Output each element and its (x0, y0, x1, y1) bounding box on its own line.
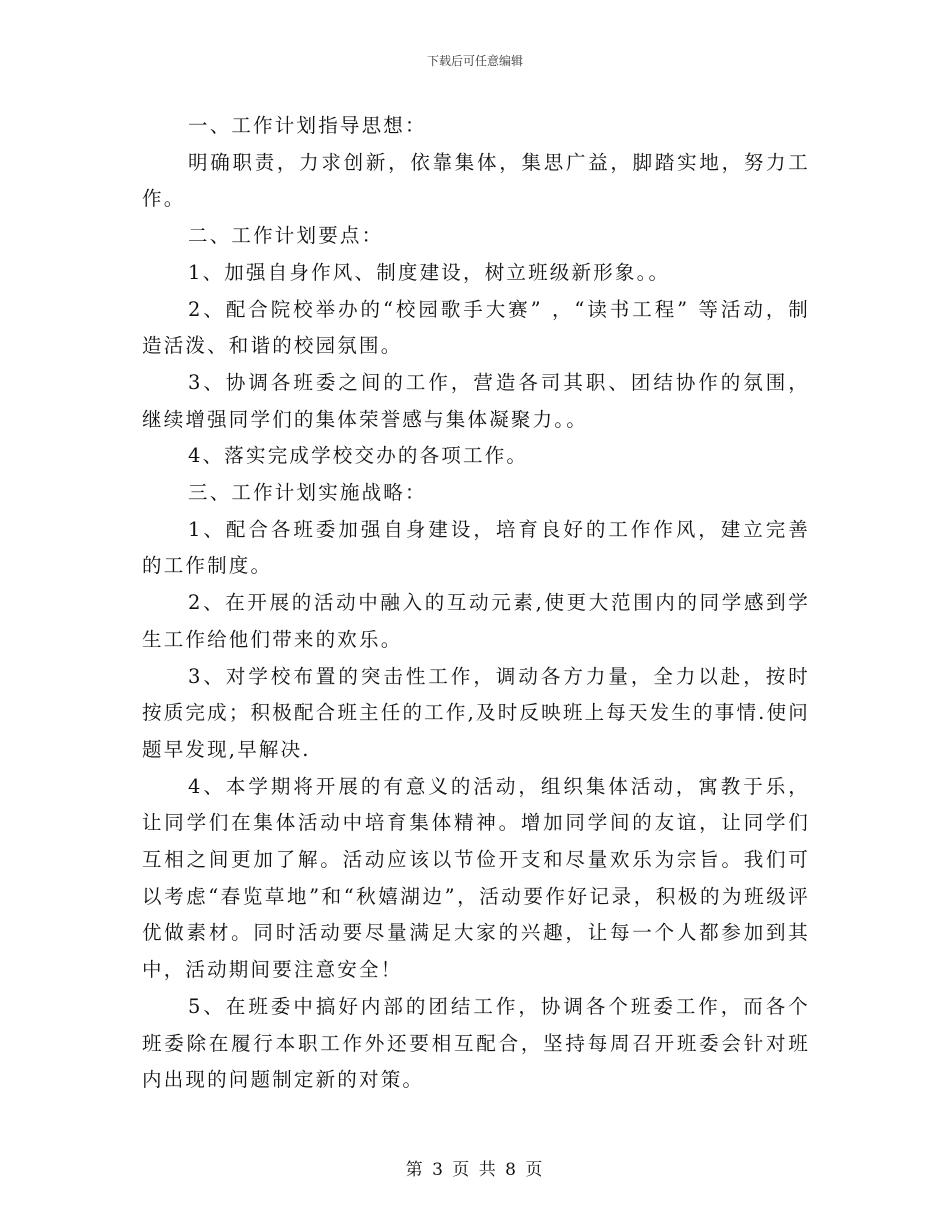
key-point-3: 3、协调各班委之间的工作，营造各司其职、团结协作的氛围，继续增强同学们的集体荣誉感与集体凝聚力。。 (142, 370, 810, 431)
page-number-footer: 第 3 页 共 8 页 (405, 1160, 545, 1180)
key-point-1: 1、加强自身作风、制度建设，树立班级新形象。。 (188, 260, 671, 284)
strategy-2: 2、在开展的活动中融入的互动元素,使更大范围内的同学感到学生工作给他们带来的欢乐。 (142, 591, 810, 651)
key-point-4: 4、落实完成学校交办的各项工作。 (188, 444, 529, 468)
strategy-1: 1、配合各班委加强自身建设，培育良好的工作作风，建立完善的工作制度。 (142, 517, 810, 578)
section-heading-guiding-ideology: 一、工作计划指导思想： (188, 114, 427, 137)
document-body (142, 108, 810, 1099)
page-header: 下载后可任意编辑 (426, 54, 523, 68)
key-point-2: 2、配合院校举办的“校园歌手大赛” ，“读书工程” 等活动，制造活泼、和谐的校园氛围。 (142, 297, 810, 358)
strategy-4: 4、本学期将开展的有意义的活动，组织集体活动，寓教于乐，让同学们在集体活动中培育集体精神。增加同学间的友谊，让同学们互相之间更加了解。活动应该以节俭开支和尽量欢乐为宗旨。我们可以考虑“春览草地”和“秋嬉湖边”，活动要作好记录，积极的为班级评优做素材。同时活动要尽量满足大家的兴趣，让每一个人都参加到其中，活动期间要注意安全！ (142, 774, 810, 982)
strategy-3: 3、对学校布置的突击性工作，调动各方力量，全力以赴，按时按质完成；积极配合班主任的工作,及时反映班上每天发生的事情.使问题早发现,早解决. (142, 664, 810, 761)
section-heading-strategy: 三、工作计划实施战略： (188, 481, 427, 505)
strategy-5: 5、在班委中搞好内部的团结工作，协调各个班委工作，而各个班委除在履行本职工作外还要相互配合，坚持每周召开班委会针对班内出现的问题制定新的对策。 (142, 994, 810, 1092)
paragraph-guiding-ideology: 明确职责，力求创新，依靠集体，集思广益，脚踏实地，努力工作。 (142, 150, 810, 211)
section-heading-key-points: 二、工作计划要点： (188, 224, 384, 248)
